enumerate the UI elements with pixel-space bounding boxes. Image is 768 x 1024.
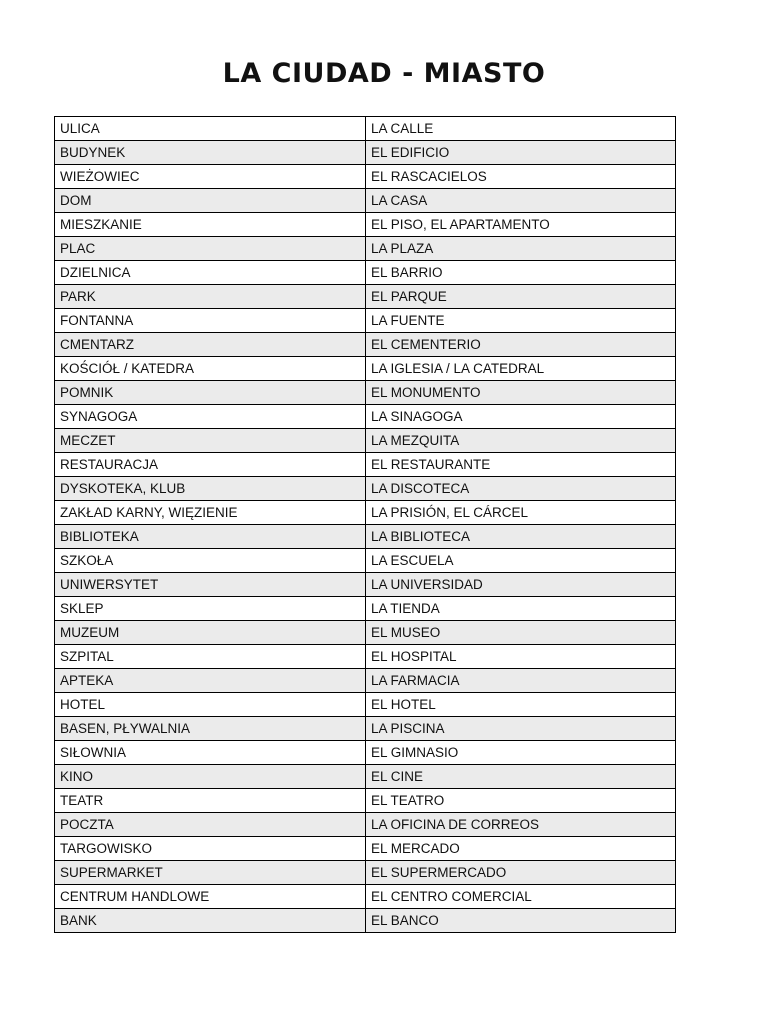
spanish-word-cell: EL MUSEO (366, 621, 676, 645)
table-row (55, 765, 676, 789)
spanish-word-cell: LA DISCOTECA (366, 477, 676, 501)
polish-word-cell: BIBLIOTEKA (55, 525, 366, 549)
table-row (55, 285, 676, 309)
polish-word-cell: KINO (55, 765, 366, 789)
table-row (55, 309, 676, 333)
table-row (55, 405, 676, 429)
spanish-word-cell: EL CENTRO COMERCIAL (366, 885, 676, 909)
polish-word-cell: SUPERMARKET (55, 861, 366, 885)
polish-word-cell: SKLEP (55, 597, 366, 621)
table-row (55, 117, 676, 141)
table-row (55, 741, 676, 765)
table-row (55, 237, 676, 261)
spanish-word-cell: EL BARRIO (366, 261, 676, 285)
spanish-word-cell: EL HOTEL (366, 693, 676, 717)
spanish-word-cell: LA CALLE (366, 117, 676, 141)
spanish-word-cell: LA FARMACIA (366, 669, 676, 693)
polish-word-cell: FONTANNA (55, 309, 366, 333)
spanish-word-cell: LA PRISIÓN, EL CÁRCEL (366, 501, 676, 525)
polish-word-cell: TARGOWISKO (55, 837, 366, 861)
page-title: LA CIUDAD - MIASTO (222, 58, 546, 89)
table-row (55, 357, 676, 381)
polish-word-cell: BANK (55, 909, 366, 933)
polish-word-cell: ZAKŁAD KARNY, WIĘZIENIE (55, 501, 366, 525)
polish-word-cell: POCZTA (55, 813, 366, 837)
table-row (55, 429, 676, 453)
table-row (55, 621, 676, 645)
polish-word-cell: BUDYNEK (55, 141, 366, 165)
table-row (55, 189, 676, 213)
polish-word-cell: MECZET (55, 429, 366, 453)
table-row (55, 909, 676, 933)
polish-word-cell: RESTAURACJA (55, 453, 366, 477)
polish-word-cell: DYSKOTEKA, KLUB (55, 477, 366, 501)
polish-word-cell: DOM (55, 189, 366, 213)
polish-word-cell: WIEŻOWIEC (55, 165, 366, 189)
polish-word-cell: MIESZKANIE (55, 213, 366, 237)
spanish-word-cell: EL TEATRO (366, 789, 676, 813)
polish-word-cell: KOŚCIÓŁ / KATEDRA (55, 357, 366, 381)
table-row (55, 789, 676, 813)
spanish-word-cell: EL RASCACIELOS (366, 165, 676, 189)
spanish-word-cell: LA IGLESIA / LA CATEDRAL (366, 357, 676, 381)
polish-word-cell: CENTRUM HANDLOWE (55, 885, 366, 909)
polish-word-cell: SZKOŁA (55, 549, 366, 573)
table-row (55, 837, 676, 861)
polish-word-cell: CMENTARZ (55, 333, 366, 357)
table-row (55, 261, 676, 285)
spanish-word-cell: EL PISO, EL APARTAMENTO (366, 213, 676, 237)
table-row (55, 165, 676, 189)
polish-word-cell: SIŁOWNIA (55, 741, 366, 765)
table-row (55, 381, 676, 405)
polish-word-cell: MUZEUM (55, 621, 366, 645)
table-row (55, 645, 676, 669)
spanish-word-cell: LA ESCUELA (366, 549, 676, 573)
table-row (55, 573, 676, 597)
table-row (55, 669, 676, 693)
table-row (55, 717, 676, 741)
table-row (55, 525, 676, 549)
table-row (55, 333, 676, 357)
spanish-word-cell: EL MONUMENTO (366, 381, 676, 405)
spanish-word-cell: EL RESTAURANTE (366, 453, 676, 477)
table-row (55, 213, 676, 237)
spanish-word-cell: EL GIMNASIO (366, 741, 676, 765)
spanish-word-cell: EL PARQUE (366, 285, 676, 309)
vocabulary-table (54, 116, 676, 933)
polish-word-cell: TEATR (55, 789, 366, 813)
table-row (55, 813, 676, 837)
polish-word-cell: DZIELNICA (55, 261, 366, 285)
table-row (55, 885, 676, 909)
spanish-word-cell: LA PISCINA (366, 717, 676, 741)
spanish-word-cell: LA CASA (366, 189, 676, 213)
polish-word-cell: ULICA (55, 117, 366, 141)
table-row (55, 549, 676, 573)
spanish-word-cell: EL SUPERMERCADO (366, 861, 676, 885)
polish-word-cell: PARK (55, 285, 366, 309)
spanish-word-cell: LA BIBLIOTECA (366, 525, 676, 549)
table-row (55, 453, 676, 477)
table-row (55, 693, 676, 717)
spanish-word-cell: EL HOSPITAL (366, 645, 676, 669)
polish-word-cell: UNIWERSYTET (55, 573, 366, 597)
polish-word-cell: APTEKA (55, 669, 366, 693)
vocabulary-table-body (55, 117, 676, 933)
spanish-word-cell: EL CEMENTERIO (366, 333, 676, 357)
spanish-word-cell: EL BANCO (366, 909, 676, 933)
table-row (55, 597, 676, 621)
spanish-word-cell: LA MEZQUITA (366, 429, 676, 453)
spanish-word-cell: LA PLAZA (366, 237, 676, 261)
polish-word-cell: POMNIK (55, 381, 366, 405)
spanish-word-cell: LA TIENDA (366, 597, 676, 621)
polish-word-cell: BASEN, PŁYWALNIA (55, 717, 366, 741)
polish-word-cell: SYNAGOGA (55, 405, 366, 429)
table-row (55, 861, 676, 885)
spanish-word-cell: LA FUENTE (366, 309, 676, 333)
polish-word-cell: PLAC (55, 237, 366, 261)
polish-word-cell: HOTEL (55, 693, 366, 717)
spanish-word-cell: EL CINE (366, 765, 676, 789)
spanish-word-cell: LA UNIVERSIDAD (366, 573, 676, 597)
spanish-word-cell: EL MERCADO (366, 837, 676, 861)
spanish-word-cell: LA OFICINA DE CORREOS (366, 813, 676, 837)
spanish-word-cell: EL EDIFICIO (366, 141, 676, 165)
table-row (55, 141, 676, 165)
spanish-word-cell: LA SINAGOGA (366, 405, 676, 429)
table-row (55, 501, 676, 525)
table-row (55, 477, 676, 501)
polish-word-cell: SZPITAL (55, 645, 366, 669)
